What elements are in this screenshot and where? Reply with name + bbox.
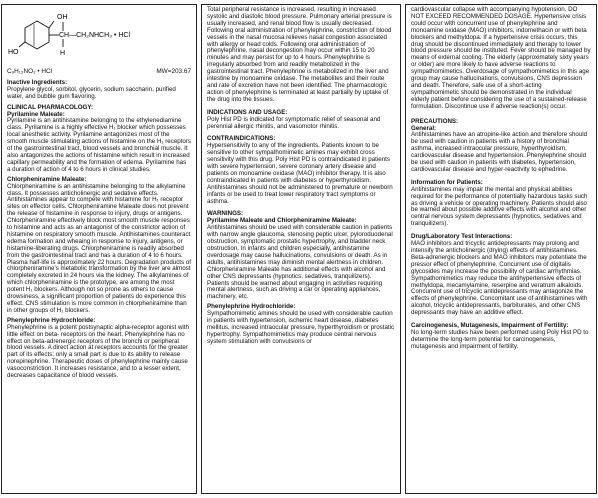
- column-1: [1, 4, 197, 494]
- svg-text:H: H: [60, 50, 66, 57]
- warnings-cont-text: cardiovascular collapse with accompanying hypotension. DO NOT EXCEED RECOMMENDED DOSAGE. Hypertensive crisis could occur with concurrent use of phenylephrine and monoamine oxidase (MAO) inhibitors, indomethacin or with beta blockers and methyldopa. If a hypertensive crisis occurs, this drug should be discontinued immediately and therapy to lower blood pressure should be instituted. Fever should be managed by means of external cooling. The elderly (approximately sixty years or older) are more likely to have adverse reactions to sympathomimetics. Overdosage of sympathomimetics in this age group may cause hallucinations, convulsions, CNS depression and death. Therefore, safe use of a short-acting sympathomimetic should be demonstrated in the individual elderly patient before considering the use of a sustained-release formulation. Discontinue use if adverse reaction(s) occur.: [411, 6, 591, 110]
- inactive-title: Inactive Ingredients:: [7, 78, 68, 86]
- indications-title: INDICATIONS AND USAGE:: [207, 108, 288, 116]
- molecular-weight: MW=203.67: [156, 68, 191, 75]
- column-3: [405, 4, 597, 494]
- formula-line: [7, 69, 191, 76]
- molecular-formula: C₉H₁₃NO₂ • HCl: [7, 68, 53, 75]
- indications-text: Poly Hist PD is indicated for symptomatic relief of seasonal and perennial allergic rhinitis, and vasomotor rhinitis.: [207, 115, 381, 130]
- inactive-text: Propylene glycol, sorbitol, glycerin, sodium saccharin, purified water, and bubble gum flavoring.: [7, 85, 176, 100]
- warnings-subtitle: Pyrilamine Maleate and Chlorpheniramine Maleate:: [207, 217, 357, 225]
- warnings-phenylephrine-text: Sympathomimetic amines should be used with considerable caution in patients with hypertension, ischemic heart disease, diabetes mellitus, increased intraocular pressure, hyperthyroidism or prostatic hypertrophy. Sympathomimetics may produce central nervous system stimulation with convulsions or: [207, 310, 395, 345]
- phenylephrine-title: Phenylephrine Hydrochloride:: [7, 316, 96, 324]
- contraindications-title: CONTRAINDICATIONS:: [207, 135, 276, 143]
- structure-diagram: [7, 7, 191, 67]
- structure-chain: CH—CH₂NHCH₃ • HCl: [59, 32, 131, 39]
- column-2: [201, 4, 401, 494]
- carcinogenesis-title: Carcinogenesis, Mutagenesis, Impairment of Fertility:: [411, 322, 569, 330]
- info-patients-title: Information for Patients:: [411, 178, 483, 186]
- general-title: General:: [411, 124, 437, 132]
- warnings-text: Antihistamines should be used with considerable caution in patients with narrow angle glaucoma, stenosing peptic ulcer, pyloroduodenal obstruction, symptomatic prostatic hypertrophy, and bladder neck obstruction. In infants and children especially, antihistamine overdosage may cause hallucinations, convulsions or death. As in adults, antihistamines may diminish mental alertness in children. Chlorpheniramine Maleate has additional effects with alcohol and other CNS depressants (hypnotics, sedatives, tranquilizers). Patients should be warned about engaging in activities requiring mental alertness, such as driving a car or operating appliances, machinery, etc.: [207, 224, 393, 301]
- warnings-title: WARNINGS:: [207, 210, 244, 218]
- chlorpheniramine-text: Chlorpheniramine is an antihistamine belonging to the alkylamine class. It possesses anticholinergic and sedative effects. Antihistamines appear to compete with histamine for H₁ receptor sites on effector cells. Chlorpheniramine Maleate does not prevent the release of histamine in response to injury, drugs or antigens. Chlorpheniramine effectively block most smooth muscle responses to histamine and acts as an antagonist of the constrictor action of histamine on respiratory smooth muscle. Antihistamines counteract edema formation and wheaing in response to injury, antigens, or histamine-liberating drugs. Chlorpheniramine is readily absorbed from the gastrointestinal tract and has a duration of 4 to 6 hours. Plasma half-life is approximately 22 hours. Degradation products of chlorpheniramine's metabolic transformation by the liver are almost completely excreted in 24 hours via the kidney. The alkylamines of which chlorpheniramine is the prototype, are among the most potent H₁ blockers. Although not so prone as others to cause drowsiness, a significant proportion of patients do experience this effect. CNS stimulation is more common in chlorpheniramine than in other groups of H₁ blockers.: [7, 182, 191, 314]
- clin-pharm-title: CLINICAL PHARMACOLOGY:: [7, 103, 94, 111]
- warnings-phenylephrine-title: Phenylephrine Hydrochloride:: [207, 303, 296, 311]
- pyrilamine-title: Pyrilamine Maleate:: [7, 110, 65, 118]
- lab-interactions-text: MAO inhibitors and tricyclic antidepressants may prolong and intensify the anticholinergic (drying) effects of antihistamines. Beta-adrenergic blockers and MAO inhibitors may potentiate the pressor effect of phenylephrine. Concurrent use of digitalis glycosides may increase the possibility of cardiac arrhythmias. Sympathomimetics may reduce the antihypertensive effects of methyldopa, mecamylamine, reserpine and veratrum alkaloids. Concurrent use of tricyclic antidepressants may antagonize the effects of phenylephrine. Concomitant use of antihistamines with alcohol, tricyclic antidepressants, barbiturates, and other CNS depressants may have an additive effect.: [411, 240, 588, 317]
- chlorpheniramine-title: Chlorpheniramine Maleate:: [7, 175, 87, 183]
- precautions-title: PRECAUTIONS:: [411, 117, 459, 125]
- contraindications-text: Hypersensitivity to any of the ingredients. Patients known to be sensitive to other sympathomimetic amines may exhibit cross sensitivity with this drug. Poly Hist PD is contraindicated in patients with severe hypertension, severe coronary artery disease and patients on monoamine oxidase (MAO) inhibitor therapy. It is also contraindicated in patients with diabetes or hyperthyroidism. Antihistamines should not be administered to premature or newborn infants or be used to treat lower respiratory tract symptoms or asthma.: [207, 142, 393, 205]
- info-patients-text: Antihistamines may impair the mental and physical abilities required for the performance of potentially hazardous tasks such as driving a vehicle or operating machinery. Patients should also be warned about possible additive effects with alcohol and other central nervous system depressants (hypnotics, sedatives and tranquilizers).: [411, 185, 588, 228]
- general-text: Antihistamines have an atropine-like action and therefore should be used with caution in patients with a history of bronchial asthma, increased intraocular pressure, hyperthyroidism, cardiovascular disease and hypertension. Phenylephrine should be used with caution in patients with diabetes, hypertension, cardiovascular disease and hyper-reactivity to ephedrine.: [411, 131, 588, 173]
- structure-oh-top: OH: [57, 14, 68, 21]
- carcinogenesis-text: No long-term studies have been performed using Poly Hist PD to determine the long-term potential for carcinogenesis, mutagenesis and impairment of fertility.: [411, 328, 589, 350]
- chemical-structure: [7, 7, 191, 67]
- phenylephrine-cont-text: Total peripheral resistance is increased, resulting in increased systolic and diastolic blood pressure. Pulmonary arterial pressure is usually increased, and renal blood flow is usually decreased. Following oral administration of phenylephrine, constriction of blood vessels in the nasal mucosa relieves nasal congestion associated with allergy or head colds. Following oral administration of phenylephrine, nasal decongestion may occur within 15 to 20 minutes and may persist for up to 4 hours. Phenylephrine is irregularly absorbed from and readily metabolized in the gastrointestinal tract. Phenylephrine is metabolized in the liver and intestine by monoamine oxidase. The metabolites and their route and rate of excretion have not been identified. The pharmacologic action of phenylephrine is terminated at least partially by uptake of the drug into the tissues.: [207, 6, 392, 103]
- lab-interactions-title: Drug/Laboratory Test Interactions:: [411, 233, 513, 241]
- phenylephrine-text: Phenylephrine is a potent postsynaptic alpha-receptor agonist with little effect on beta- receptors on the heart. Phenylephrine has no effect on beta-adrenergic receptors of the bronchi or peripheral blood vessels. A direct action at receptors accounts for the greater part of its effects; only a small part is due to its ability to release norepinephrine. Therapeutic doses of phenylephrine mainly cause vasoconstriction. It increases resistance, and to a lesser extent, decreases capacitance of blood vessels.: [7, 323, 189, 380]
- structure-oh-left: HO: [8, 49, 19, 56]
- pyrilamine-text: Pyrilamine is an antihistamine belonging to the ethylenediamine class. Pyrilamine is a highly effective H₁ blocker which possesses local anesthetic activity. Pyrilamine antagonizes most of the smooth muscle stimulating actions of histamine on the H₁ receptors of the gastrointestinal tract, blood vessels and bronchial muscle. It also antagonizes the actions of histamine which result in increased capillary permeability and the formation of edema. Pyrilamine has a duration of action of 4 to 6 hours in clinical studies.: [7, 117, 192, 173]
